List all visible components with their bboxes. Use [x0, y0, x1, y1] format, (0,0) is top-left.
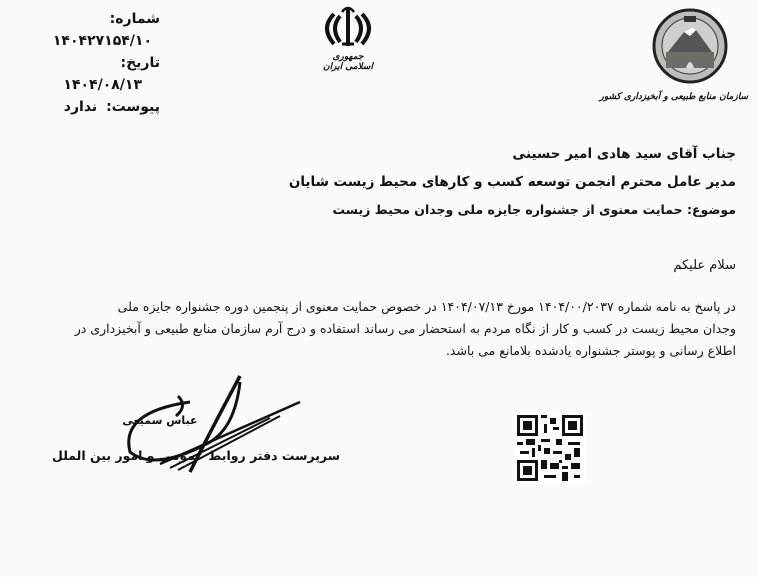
org-logo — [599, 6, 748, 102]
emblem-caption: جمهوری اسلامی ایران — [323, 52, 373, 72]
signature-scribble-icon — [52, 372, 350, 482]
signature-block — [52, 372, 350, 482]
letter-date-value: ۱۴۰۴/۰۸/۱۳ — [63, 77, 142, 93]
recipient-name: جناب آقای سید هادی امیر حسینی — [512, 146, 736, 162]
attachment-value: ندارد — [63, 99, 98, 115]
letter-number-label: شماره: — [109, 11, 160, 27]
recipient-title: مدیر عامل محترم انجمن توسعه کسب و کارهای محیط زیست شایان — [288, 174, 736, 190]
body-paragraph — [16, 296, 736, 362]
signatory-title: سرپرست دفتر روابط عمومی و امور بین الملل — [52, 448, 340, 463]
qr-code-icon — [514, 412, 586, 484]
greeting: سلام علیکم — [673, 258, 736, 273]
iran-emblem — [318, 4, 378, 72]
reference-block — [40, 8, 160, 118]
iran-emblem-icon — [318, 4, 378, 50]
qr-code — [514, 412, 586, 484]
body-line-1: در پاسخ به نامه شماره ۱۴۰۴/۰۰/۲۰۳۷ مورخ ۱۴۰۴/۰۷/۱۳ در خصوص حمایت معنوی از پنجمین دوره جشنواره جایزه ملی — [117, 299, 736, 314]
subject-line: موضوع: حمایت معنوی از جشنواره جایزه ملی وجدان محیط زیست — [332, 202, 736, 217]
letter-date-row — [40, 52, 160, 96]
letter-number-value: ۱۴۰۴۲۷۱۵۴/۱۰ — [52, 33, 152, 49]
letter-number-row — [40, 8, 160, 52]
org-caption: سازمان منابع طبیعی و آبخیزداری کشور — [599, 92, 748, 102]
org-logo-icon — [650, 6, 730, 86]
attachment-label: پیوست: — [106, 99, 160, 115]
attachment-row — [40, 96, 160, 118]
letter-date-label: تاریخ: — [120, 55, 160, 71]
body-line-2: وجدان محیط زیست در کسب و کار از نگاه مردم به استحضار می رساند استفاده و درج آرم سازمان منابع طبیعی و آبخیزداری در — [74, 321, 736, 336]
signatory-name: عباس سمیعی — [122, 414, 198, 427]
body-line-3: اطلاع رسانی و پوستر جشنواره یادشده بلامانع می باشد. — [445, 343, 736, 358]
